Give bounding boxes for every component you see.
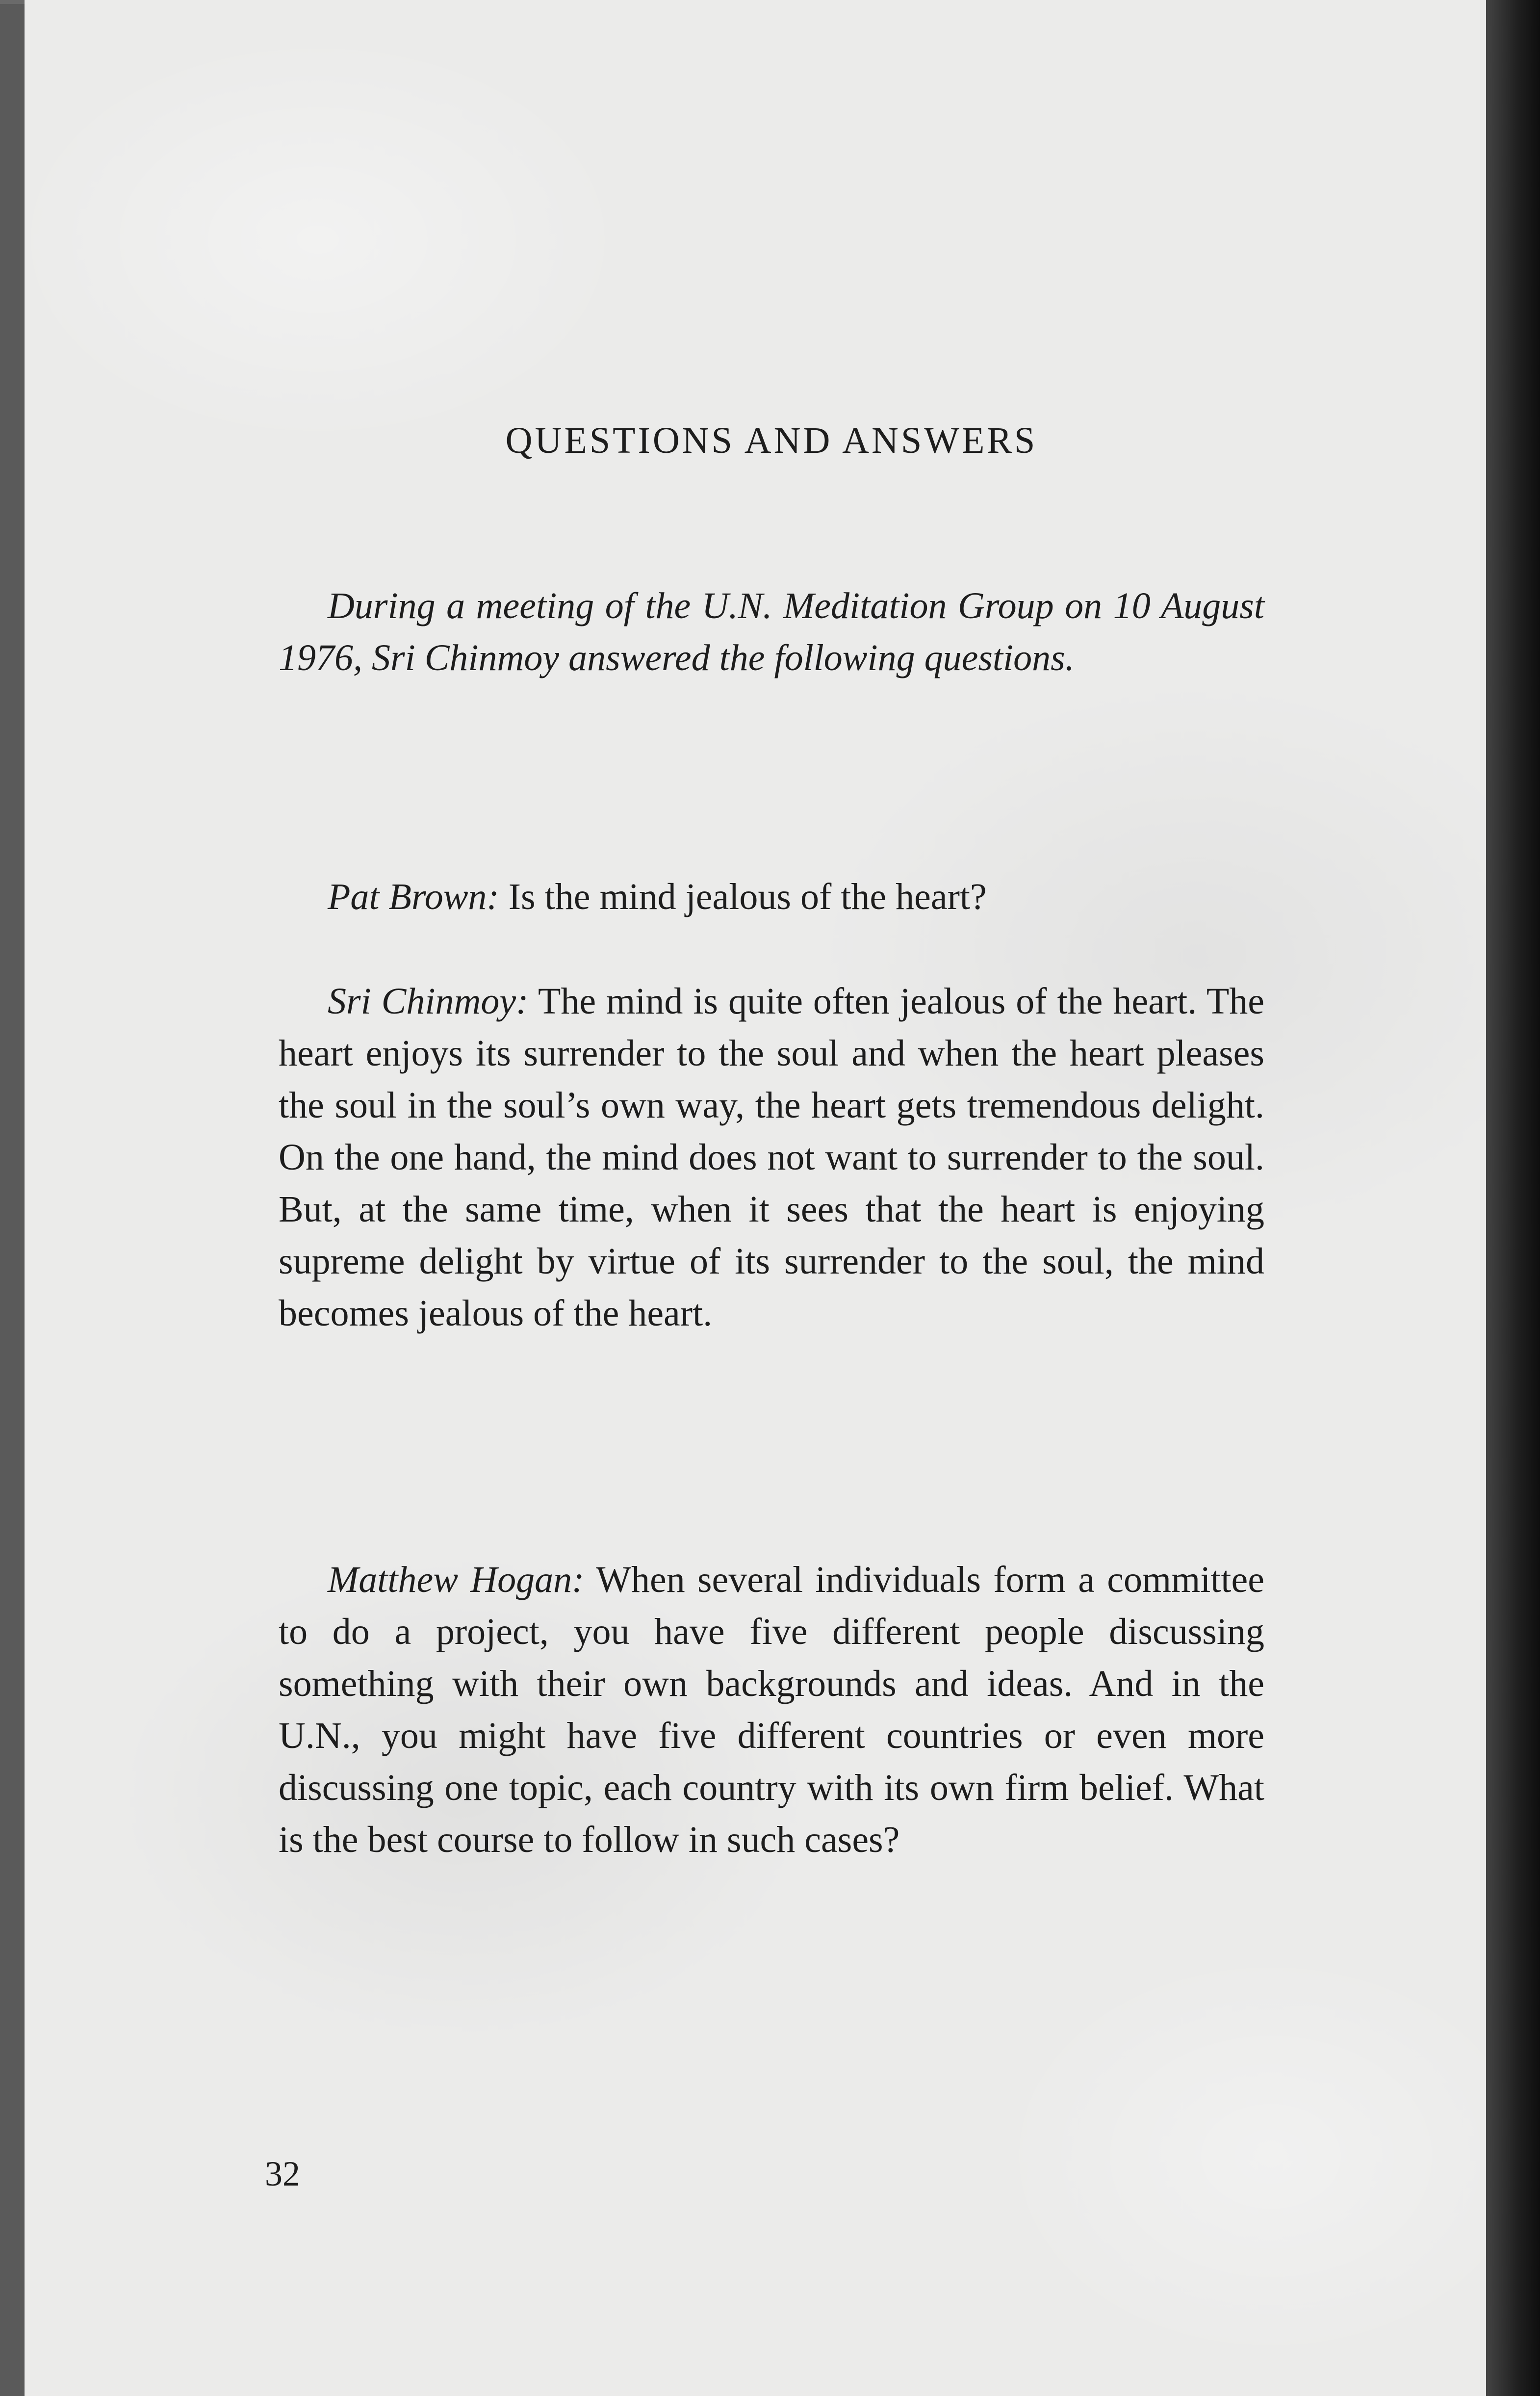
answer-sri-chinmoy	[279, 975, 1264, 1339]
page-title: QUESTIONS AND ANSWERS	[505, 420, 1038, 461]
answer-text: The mind is quite often jealous of the heart. The heart enjoys its surrender to the soul and when the heart pleases the soul in the soul’s own way, the heart gets tremendous delight. On the one hand, the mind does not want to surrender to the soul. But, at the same time, when it sees that the heart is enjoying supreme delight by virtue of its surrender to the soul, the mind becomes jealous of the heart.	[279, 981, 1264, 1334]
speaker-label: Sri Chinmoy:	[328, 981, 529, 1022]
speaker-label: Matthew Hogan:	[328, 1559, 585, 1600]
question-pat-brown	[279, 871, 1264, 923]
intro-paragraph: During a meeting of the U.N. Meditation Group on 10 August 1976, Sri Chinmoy answered the following questions.	[279, 585, 1264, 678]
page-number: 32	[265, 2154, 300, 2193]
question-matthew-hogan	[279, 1554, 1264, 1866]
scan-right-edge	[1486, 0, 1540, 2396]
question-text: When several individuals form a committee to do a project, you have five different people discussing something with their own backgrounds and ideas. And in the U.N., you might have five different countries or even more discussing one topic, each country with its own firm belief. What is the best course to follow in such cases?	[279, 1559, 1265, 1860]
question-text: Is the mind jealous of the heart?	[499, 876, 987, 917]
speaker-label: Pat Brown:	[328, 876, 499, 917]
